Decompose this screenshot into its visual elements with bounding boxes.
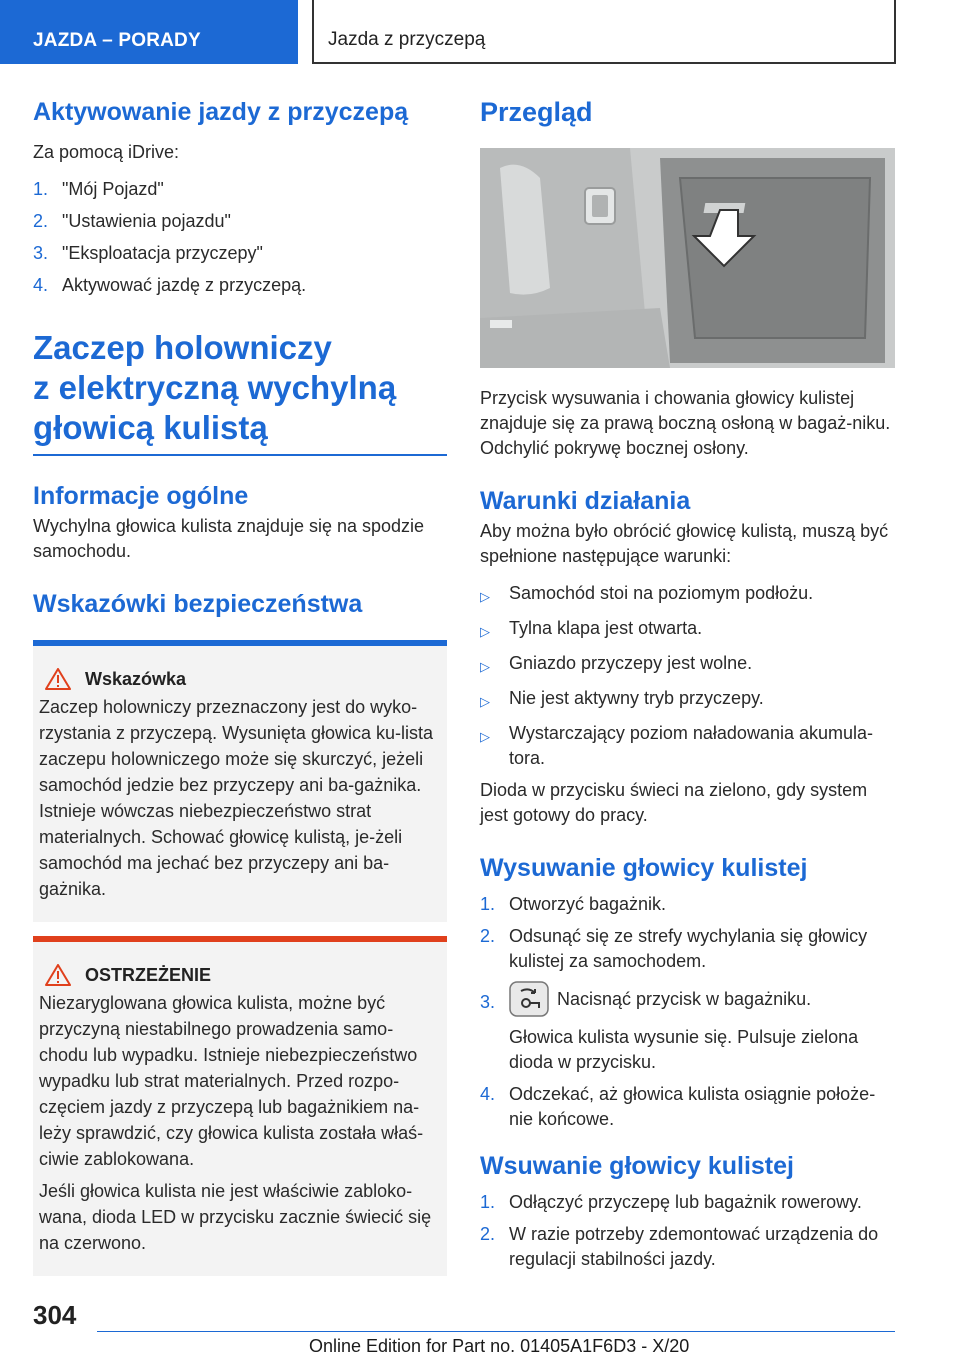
footer-edition: Online Edition for Part no. 01405A1F6D3 - X/20 bbox=[309, 1336, 690, 1356]
step-text: Aktywować jazdę z przyczepą. bbox=[62, 275, 307, 295]
list-item bbox=[33, 209, 447, 234]
chapter-title: Jazda z przyczepą bbox=[312, 0, 896, 64]
warning-text-1: Niezaryglowana głowica kulista, możne być przyczyną niestabilnego prowadzenia samo-chodu lub wypadku. Istnieje niebezpieczeństwo wypadku lub strat materialnych. Przed rozpo-częciem jazdy z przyczepą lub bagażnikiem na-leży sprawdzić, czy głowica kulista została właś-ciwie zablokowana. bbox=[39, 993, 424, 1169]
step-text: W razie potrzeby zdemontować urządzenia do regulacji stabilności jazdy. bbox=[509, 1224, 879, 1269]
main-heading bbox=[33, 328, 447, 448]
list-item bbox=[33, 273, 447, 298]
footer-rule bbox=[97, 1331, 895, 1332]
warning-triangle-icon bbox=[45, 964, 71, 986]
step-number: 3. bbox=[480, 992, 496, 1012]
main-heading-line-3: głowicą kulistą bbox=[33, 409, 268, 446]
list-item bbox=[480, 1222, 895, 1272]
photo-caption: Przycisk wysuwania i chowania głowicy kulistej znajduje się za prawą boczną osłoną w bagaż-niku. Odchylić pokrywę bocznej osłony. bbox=[480, 388, 891, 458]
step-text: "Ustawienia pojazdu" bbox=[62, 211, 231, 231]
step-number: 2. bbox=[480, 1224, 496, 1244]
extend-steps bbox=[480, 892, 895, 974]
general-text: Wychylna głowica kulista znajduje się na spodzie samochodu. bbox=[33, 516, 425, 561]
extend-heading: Wysuwanie głowicy kulistej bbox=[480, 854, 808, 882]
step-text: Otworzyć bagażnik. bbox=[509, 894, 667, 914]
activate-intro: Za pomocą iDrive: bbox=[33, 142, 180, 162]
trunk-illustration bbox=[480, 148, 895, 368]
step-number: 1. bbox=[480, 894, 496, 914]
list-item bbox=[480, 686, 895, 714]
step-text: Odczekać, aż głowica kulista osiągnie położe-nie końcowe. bbox=[509, 1084, 876, 1129]
list-item bbox=[480, 581, 895, 609]
step-number: 4. bbox=[480, 1084, 496, 1104]
retract-heading: Wsuwanie głowicy kulistej bbox=[480, 1152, 794, 1180]
step-text: "Eksploatacja przyczepy" bbox=[62, 243, 263, 263]
step-number: 3. bbox=[33, 243, 49, 263]
step-text: Nacisnąć przycisk w bagażniku. bbox=[557, 988, 812, 1009]
heading-rule bbox=[33, 454, 447, 456]
list-item bbox=[480, 1082, 895, 1132]
list-item bbox=[33, 241, 447, 266]
retract-steps bbox=[480, 1190, 895, 1272]
bullet-triangle-icon: ▷ bbox=[480, 589, 490, 604]
step-number: 2. bbox=[480, 926, 496, 946]
warning-title bbox=[39, 964, 441, 986]
right-column bbox=[480, 96, 895, 1279]
step-text: Odsunąć się ze strefy wychylania się głowicy kulistej za samochodem. bbox=[509, 926, 868, 971]
note-text: Zaczep holowniczy przeznaczony jest do wyko-rzystania z przyczepą. Wysunięta głowica ku-lista zaczepu holowniczego może się skurczyć, jeżeli samochód jedzie bez przyczepy ani ba-gażnika. Istnieje wówczas niebezpieczeństwo strat materialnych. Schować głowicę kulistą, je-żeli samochód ma jechać bez przyczepy ani ba-gażnika. bbox=[39, 697, 433, 899]
extend-steps-cont bbox=[480, 981, 895, 1132]
bullet-triangle-icon: ▷ bbox=[480, 624, 490, 639]
activate-steps bbox=[33, 177, 447, 298]
main-heading-line-1: Zaczep holowniczy bbox=[33, 329, 332, 366]
conditions-list bbox=[480, 581, 895, 771]
main-heading-line-2: z elektryczną wychylną bbox=[33, 369, 397, 406]
condition-text: Nie jest aktywny tryb przyczepy. bbox=[509, 688, 764, 708]
list-item bbox=[480, 1190, 895, 1215]
condition-text: Wystarczający poziom naładowania akumula-tora. bbox=[509, 723, 873, 768]
note-title bbox=[39, 668, 441, 690]
list-item bbox=[480, 721, 895, 771]
bullet-triangle-icon: ▷ bbox=[480, 729, 490, 744]
step-number: 4. bbox=[33, 275, 49, 295]
overview-heading: Przegląd bbox=[480, 97, 593, 127]
conditions-heading: Warunki działania bbox=[480, 487, 691, 515]
list-item bbox=[480, 616, 895, 644]
safety-heading: Wskazówki bezpieczeństwa bbox=[33, 590, 363, 618]
conditions-intro: Aby można było obrócić głowicę kulistą, muszą być spełnione następujące warunki: bbox=[480, 521, 889, 566]
list-item bbox=[33, 177, 447, 202]
warning-title-label: OSTRZEŻENIE bbox=[85, 964, 212, 985]
conditions-note: Dioda w przycisku świeci na zielono, gdy system jest gotowy do pracy. bbox=[480, 780, 868, 825]
note-box bbox=[33, 640, 447, 922]
warning-triangle-icon bbox=[45, 668, 71, 690]
left-column bbox=[33, 96, 447, 1276]
bullet-triangle-icon: ▷ bbox=[480, 694, 490, 709]
step-text: "Mój Pojazd" bbox=[62, 179, 164, 199]
list-item bbox=[480, 924, 895, 974]
section-tab: JAZDA – PORADY bbox=[0, 0, 298, 64]
step-subtext: Głowica kulista wysunie się. Pulsuje zielona dioda w przycisku. bbox=[509, 1027, 859, 1072]
warning-text-2: Jeśli głowica kulista nie jest właściwie zabloko-wana, dioda LED w przycisku zacznie świecić się na czerwono. bbox=[39, 1181, 432, 1253]
activate-heading: Aktywowanie jazdy z przyczepą bbox=[33, 98, 409, 126]
step-number: 1. bbox=[480, 1192, 496, 1212]
condition-text: Gniazdo przyczepy jest wolne. bbox=[509, 653, 753, 673]
general-heading: Informacje ogólne bbox=[33, 482, 249, 510]
list-item bbox=[480, 981, 895, 1075]
step-text: Odłączyć przyczepę lub bagażnik rowerowy. bbox=[509, 1192, 862, 1212]
trunk-button-photo bbox=[480, 148, 895, 368]
warning-box bbox=[33, 936, 447, 1276]
bullet-triangle-icon: ▷ bbox=[480, 659, 490, 674]
condition-text: Tylna klapa jest otwarta. bbox=[509, 618, 703, 638]
note-title-label: Wskazówka bbox=[85, 668, 187, 689]
list-item bbox=[480, 892, 895, 917]
list-item bbox=[480, 651, 895, 679]
step-number: 1. bbox=[33, 179, 49, 199]
step-number: 2. bbox=[33, 211, 49, 231]
tow-hitch-button-icon bbox=[509, 981, 549, 1017]
condition-text: Samochód stoi na poziomym podłożu. bbox=[509, 583, 814, 603]
page-number: 304 bbox=[33, 1300, 77, 1330]
